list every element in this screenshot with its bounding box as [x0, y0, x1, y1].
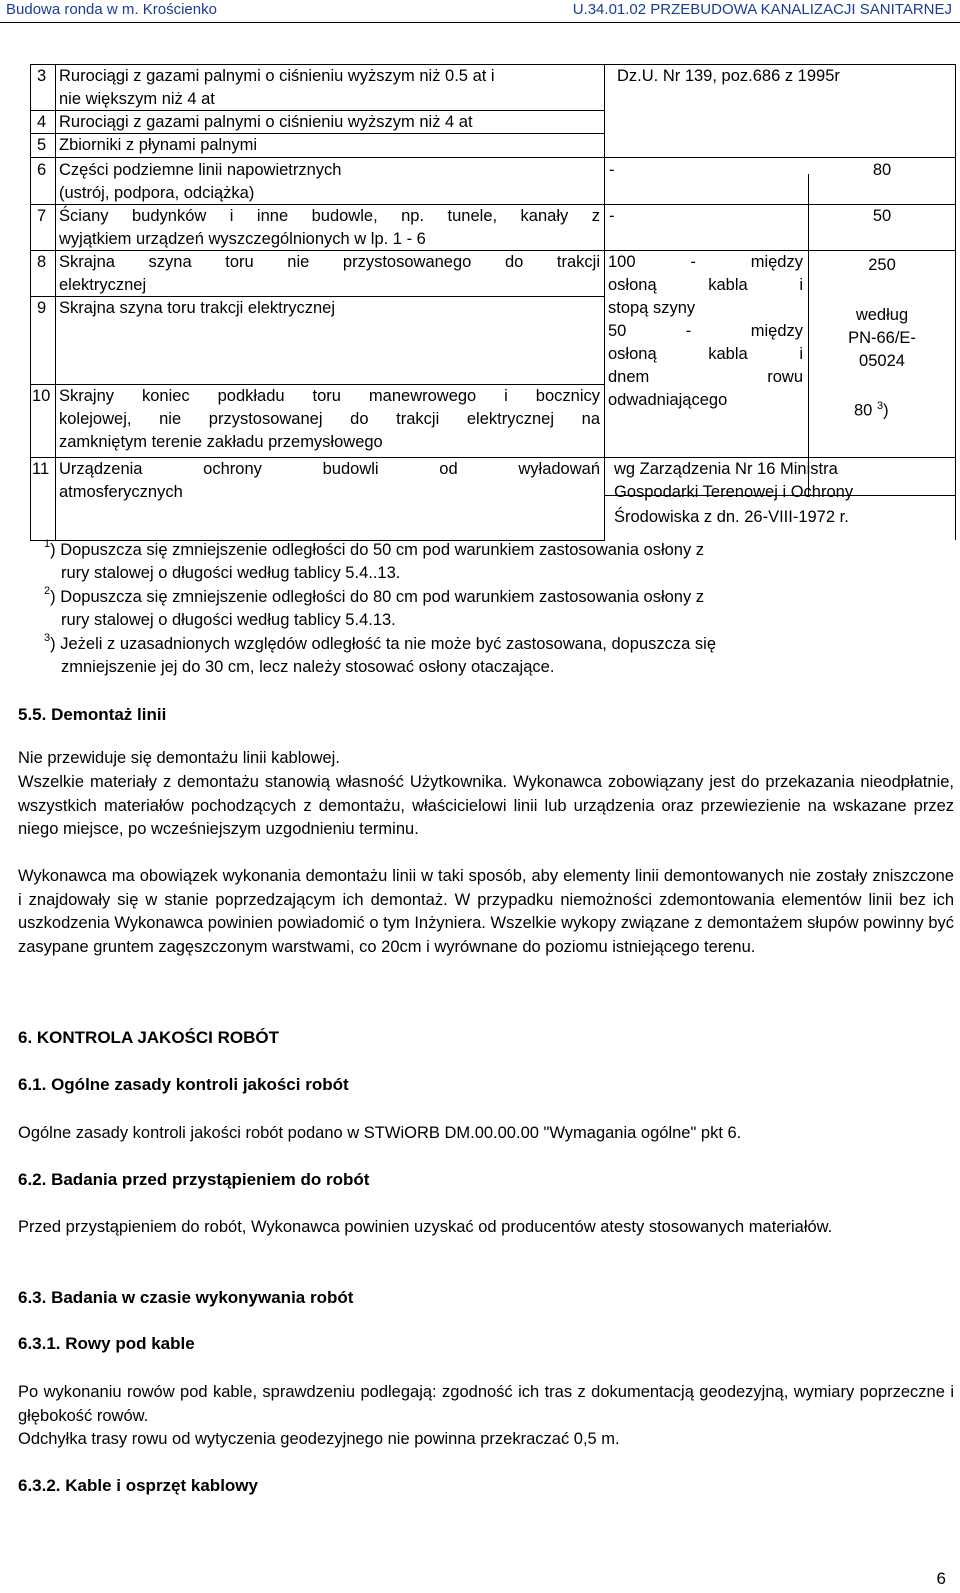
row-number: 11 [32, 460, 50, 478]
row-number: 8 [37, 253, 47, 271]
footnote: $^1$) Dopuszcza się zmniejszenie odległości do 50 cm pod warunkiem zastosowania osłony z rury stalowej o długości według tablicy 5.4..13. [44, 538, 705, 582]
row-number: 7 [37, 207, 47, 225]
row-description: zamkniętym terenie zakładu przemysłowego [59, 433, 383, 451]
row-number: 9 [37, 299, 47, 317]
footnote: $^3$) Jeżeli z uzasadnionych względów odległość ta nie może być zastosowana, dopuszcza się zmniejszenie jej do 30 cm, lecz należy stosować osłony otaczające. [44, 632, 716, 676]
subsection-heading: 6.3.2. Kable i osprzęt kablowy [18, 1476, 258, 1495]
row-description: Rurociągi z gazami palnymi o ciśnieniu wyższym niż 4 at [59, 113, 473, 131]
row-description: Rurociągi z gazami palnymi o ciśnieniu wyższym niż 0.5 at i [59, 67, 495, 85]
row-description: Urządzenia ochrony budowli od wyładowań [59, 460, 600, 478]
row-11-reference: Środowiska z dn. 26-VIII-1972 r. [614, 508, 849, 526]
row-number: 6 [37, 161, 47, 179]
row-description: Części podziemne linii napowietrznych [59, 161, 342, 179]
note-value: według [855, 306, 909, 324]
row-description: kolejowej, nie przystosowanej do trakcji elektrycznej na [59, 410, 600, 428]
page-header [0, 0, 960, 23]
row-number: 4 [37, 113, 47, 131]
distance-value: 100 - między [608, 253, 803, 271]
section-heading: 6. KONTROLA JAKOŚCI ROBÓT [18, 1028, 279, 1047]
subsection-heading: 6.3.1. Rowy pod kable [18, 1334, 195, 1353]
note-value: 50 [872, 207, 892, 225]
distance-value: dnem rowu [608, 368, 803, 386]
header-spec-code: U.34.01.02 PRZEBUDOWA KANALIZACJI SANITARNEJ [572, 1, 952, 18]
note-value: 250 [868, 256, 896, 274]
row-description: Skrajna szyna toru nie przystosowanego do trakcji [59, 253, 600, 271]
note-value: 05024 [859, 352, 905, 370]
paragraph: Wykonawca ma obowiązek wykonania demontażu linii w taki sposób, aby elementy linii demontowanych nie zostały zniszczone i znajdowały się w stanie poprzedzającym ich demontaż. W przypadku niemożności zdemontowania elementów linii bez ich uszkodzenia Wykonawca powinien powiadomić o tym Inżyniera. Wszelkie wykopy związane z demontażem słupów powinny być zasypane gruntem zagęszczonym warstwami, co 20cm i wyrównane do poziomu istniejącego terenu. [18, 867, 954, 956]
paragraph: Ogólne zasady kontroli jakości robót podano w STWiORB DM.00.00.00 "Wymagania ogólne" pkt 6. [18, 1124, 742, 1142]
distance-value: - [609, 161, 615, 179]
section-heading: 5.5. Demontaż linii [18, 705, 167, 724]
distance-value: odwadniającego [608, 391, 728, 409]
paragraph: Przed przystąpieniem do robót, Wykonawca powinien uzyskać od producentów atesty stosowanych materiałów. [18, 1218, 833, 1236]
row-description: Skrajna szyna toru trakcji elektrycznej [59, 299, 336, 317]
distance-table [30, 64, 956, 540]
distance-value: osłoną kabla i [608, 345, 803, 363]
row-description: (ustrój, podpora, odciążka) [59, 184, 255, 202]
row-number: 5 [37, 136, 47, 154]
row-11-reference: wg Zarządzenia Nr 16 Ministra [614, 460, 838, 478]
paragraph: Nie przewiduje się demontażu linii kablowej. [18, 749, 340, 767]
distance-value: osłoną kabla i [608, 276, 803, 294]
row-description: elektrycznej [59, 276, 147, 294]
distance-value: 50 - między [608, 322, 803, 340]
row-number: 3 [37, 67, 47, 85]
row-description: Zbiorniki z płynami palnymi [59, 136, 258, 154]
row-3-reference: Dz.U. Nr 139, poz.686 z 1995r [617, 67, 840, 85]
row-description: Ściany budynków i inne budowle, np. tunele, kanały z [59, 207, 600, 225]
subsection-heading: 6.2. Badania przed przystąpieniem do robót [18, 1170, 370, 1189]
note-value: 80 $^3$) [854, 400, 889, 420]
paragraph: Odchyłka trasy rowu od wytyczenia geodezyjnego nie powinna przekraczać 0,5 m. [18, 1430, 620, 1448]
row-description: nie większym niż 4 at [59, 90, 215, 108]
paragraph: Wszelkie materiały z demontażu stanowią własność Użytkownika. Wykonawca zobowiązany jest do przekazania nieodpłatnie, wszystkich materiałów pochodzących z demontażu, właścicielowi linii lub urządzenia oraz przewiezienie na wskazane przez niego miejsce, po wcześniejszym uzgodnieniu terminu. [18, 773, 954, 838]
subsection-heading: 6.1. Ogólne zasady kontroli jakości robót [18, 1075, 349, 1094]
page-number: 6 [936, 1569, 946, 1588]
distance-value: - [609, 207, 615, 225]
subsection-heading: 6.3. Badania w czasie wykonywania robót [18, 1288, 354, 1307]
paragraph: Po wykonaniu rowów pod kable, sprawdzeniu podlegają: zgodność ich tras z dokumentacją geodezyjną, wymiary poprzeczne i głębokość rowów. [18, 1383, 954, 1425]
row-11-reference: Gospodarki Terenowej i Ochrony [614, 483, 854, 501]
footnote: $^2$) Dopuszcza się zmniejszenie odległości do 80 cm pod warunkiem zastosowania osłony z rury stalowej o długości według tablicy 5.4.13. [44, 585, 705, 629]
row-number: 10 [32, 387, 51, 405]
distance-value: stopą szyny [608, 299, 696, 317]
header-project-title: Budowa ronda w m. Krościenko [6, 1, 217, 18]
row-description: wyjątkiem urządzeń wyszczególnionych w lp. 1 - 6 [59, 230, 426, 248]
row-description: atmosferycznych [59, 483, 183, 501]
note-value: PN-66/E- [848, 329, 916, 347]
row-description: Skrajny koniec podkładu toru manewrowego i bocznicy [59, 387, 600, 405]
note-value: 80 [872, 161, 892, 179]
